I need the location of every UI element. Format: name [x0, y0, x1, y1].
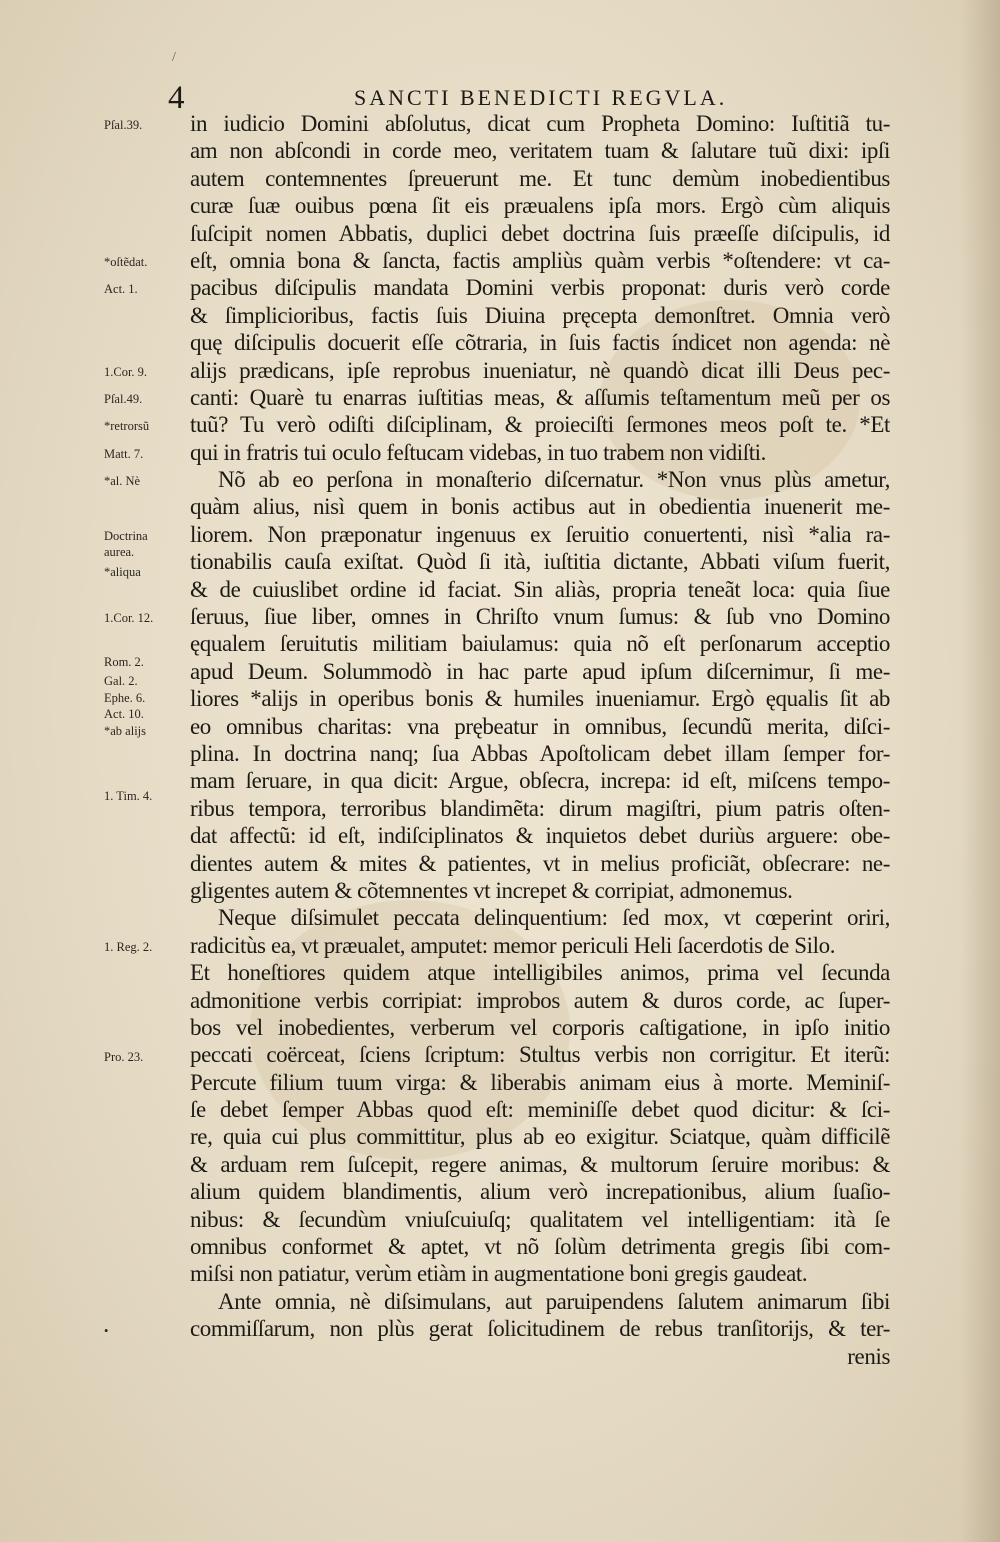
text-line: qui in fratris tui oculo feſtucam videbas, in tuo trabem non vidiſti.	[190, 439, 767, 465]
margin-note: Pro. 23.	[104, 1049, 144, 1064]
margin-note: Ephe. 6.	[104, 690, 146, 705]
text-line: gligentes autem & cõtemnentes vt increpet & corripiat, admonemus.	[190, 877, 793, 903]
margin-note: 1. Reg. 2.	[104, 940, 153, 954]
page-number: 4	[168, 80, 185, 116]
text-line: pacibus diſcipulis mandata Domini verbis proponat: duris verò corde	[190, 275, 890, 301]
text-line: miſsi non patiatur, verùm etiàm in augmentatione boni gregis gaudeat.	[190, 1261, 808, 1287]
text-line: eſt, omnia bona & ſancta, factis ampliùs quàm verbis *oſtendere: vt ca-	[190, 247, 890, 273]
text-line: dat affectũ: id eſt, indiſciplinatos & inquietos debet duriùs arguere: obe-	[190, 823, 890, 849]
text-line: & ſimplicioribus, factis ſuis Diuina pręcepta demonſtret. Omnia verò	[190, 302, 890, 328]
text-line: radicitùs ea, vt præualet, amputet: memor periculi Heli ſacerdotis de Silo.	[190, 932, 836, 958]
text-line: ribus tempora, terroribus blandimẽta: dirum magiſtri, pium patris oſten-	[190, 795, 890, 821]
text-line: bos vel inobedientes, verberum vel corporis caſtigatione, in ipſo initio	[190, 1014, 890, 1040]
text-line: ęqualem ſeruitutis militiam baiulamus: quia nõ eſt perſonarum acceptio	[190, 631, 890, 657]
text-line: liores *alijs in operibus bonis & humiles inueniamur. Ergò ęqualis ſit ab	[190, 686, 890, 712]
text-line: liorem. Non præponatur ingenuus ex ſeruitio conuertenti, nisì *alia ra-	[190, 521, 890, 547]
margin-note: Act. 10.	[104, 707, 144, 722]
margin-note: Pſal.49.	[104, 392, 143, 406]
text-line: nibus: & ſecundùm vniuſcuiuſq; qualitatem vel intelligentiam: ità ſe	[190, 1206, 890, 1232]
margin-note: 1.Cor. 9.	[104, 364, 148, 379]
text-line: quę diſcipulis docuerit eſſe cõtraria, in ſuis factis índicet non agenda: nè	[190, 330, 890, 356]
text-line: mam ſeruare, in qua dicit: Argue, obſecra, increpa: id eſt, miſcens tempo-	[190, 768, 890, 794]
text-line: Ante omnia, nè diſsimulans, aut paruipendens ſalutem animarum ſibi	[218, 1288, 890, 1314]
text-line: ſe debet ſemper Abbas quod eſt: meminiſſe debet quod dicitur: & ſci-	[190, 1097, 890, 1123]
margin-note: *al. Nè	[104, 474, 141, 489]
text-line: alium quidem blandimentis, alium verò increpationibus, alium ſuaſio-	[190, 1179, 890, 1205]
margin-note: Gal. 2.	[104, 674, 138, 689]
text-line: ſuſcipit nomen Abbatis, duplici debet doctrina ſuis præeſſe diſcipulis, id	[190, 220, 890, 246]
running-title: SANCTI BENEDICTI REGVLA.	[354, 85, 728, 110]
text-line: eo omnibus charitas: vna prębeatur in omnibus, ſecundũ merita, diſci-	[190, 713, 890, 739]
margin-note: Rom. 2.	[104, 655, 144, 670]
margin-note: Doctrina	[104, 529, 148, 543]
margin-note: *oſtẽdat.	[104, 255, 148, 269]
text-line: am non abſcondi in corde meo, veritatem tuam & ſalutare tuũ dixi: ipſi	[190, 138, 890, 164]
text-line: tionabilis cauſa exiſtat. Quòd ſi ità, iuſtitia dictante, Abbati viſum fuerit,	[190, 549, 890, 575]
margin-note: aurea.	[104, 545, 135, 560]
margin-notes	[0, 0, 190, 1542]
text-line: omnibus conformet & aptet, vt nõ ſolùm detrimenta gregis ſibi com-	[190, 1234, 890, 1260]
text-line: & arduam rem ſuſcepit, regere animas, & multorum ſeruire moribus: &	[190, 1151, 890, 1177]
text-line: canti: Quarè tu enarras iuſtitias meas, & aſſumis teſtamentum meũ per os	[190, 384, 890, 410]
text-line: commiſſarum, non plùs gerat ſolicitudinem de rebus tranſitorijs, & ter-	[190, 1316, 890, 1342]
margin-note: *retrorsũ	[104, 419, 150, 434]
page-edge-shadow	[960, 0, 1000, 1542]
text-line: Neque diſsimulet peccata delinquentium: ſed mox, vt cœperint oriri,	[218, 905, 890, 931]
margin-note: *aliqua	[104, 564, 141, 579]
text-line: plina. In doctrina nanq; ſua Abbas Apoſtolicam debet illam ſemper for-	[190, 740, 890, 766]
text-line: in iudicio Domini abſolutus, dicat cum Propheta Domino: Iuſtitiã tu-	[190, 111, 890, 136]
body-text	[190, 110, 890, 1370]
text-line: alijs prædicans, ipſe reprobus inueniatur, nè quandò dicat illi Deus pec-	[190, 357, 890, 383]
margin-note: Pſal.39.	[104, 118, 143, 132]
text-line: quàm alius, nisì quem in bonis actibus aut in obedientia inuenerit me-	[190, 494, 890, 520]
text-line: & de cuiuslibet ordine id faciat. Sin aliàs, propria teneãt loca: quia ſiue	[190, 576, 890, 602]
text-line: tuũ? Tu verò odiſti diſciplinam, & proieciſti ſermones meos poſt te. *Et	[190, 412, 890, 438]
text-line: renis	[847, 1343, 890, 1369]
text-line: Nõ ab eo perſona in monaſterio diſcernatur. *Non vnus plùs ametur,	[218, 467, 890, 493]
text-line: ſeruus, ſiue liber, omnes in Chriſto vnum ſumus: & ſub vno Domino	[190, 604, 890, 630]
margin-note: •	[104, 1323, 109, 1338]
margin-note: Matt. 7.	[104, 446, 144, 461]
text-line: apud Deum. Solummodò in hac parte apud ipſum diſcernimur, ſi me-	[190, 658, 890, 684]
corner-mark: /	[172, 50, 176, 65]
text-line: curæ ſuæ ouibus pœna ſit eis præualens ipſa mors. Ergò cùm aliquis	[190, 193, 890, 219]
text-line: peccati coërceat, ſciens ſcriptum: Stultus verbis non corrigitur. Et iterũ:	[190, 1042, 890, 1068]
margin-note: *ab alijs	[104, 723, 147, 738]
text-line: Et honeſtiores quidem atque intelligibiles animos, prima vel ſecunda	[190, 960, 890, 986]
margin-note: 1. Tim. 4.	[104, 789, 153, 804]
margin-note: Act. 1.	[104, 282, 138, 297]
text-line: admonitione verbis corripiat: improbos autem & duros corde, ac ſuper-	[190, 987, 890, 1013]
text-line: re, quia cui plus committitur, plus ab eo exigitur. Sciatque, quàm difficilẽ	[190, 1124, 890, 1150]
text-line: dientes autem & mites & patientes, vt in melius proficiãt, obſecrare: ne-	[190, 850, 890, 876]
text-line: autem contemnentes ſpreuerunt me. Et tunc demùm inobedientibus	[190, 165, 890, 191]
margin-note: 1.Cor. 12.	[104, 611, 154, 626]
text-line: Percute filium tuum virga: & liberabis animam eius à morte. Meminiſ-	[190, 1069, 890, 1095]
